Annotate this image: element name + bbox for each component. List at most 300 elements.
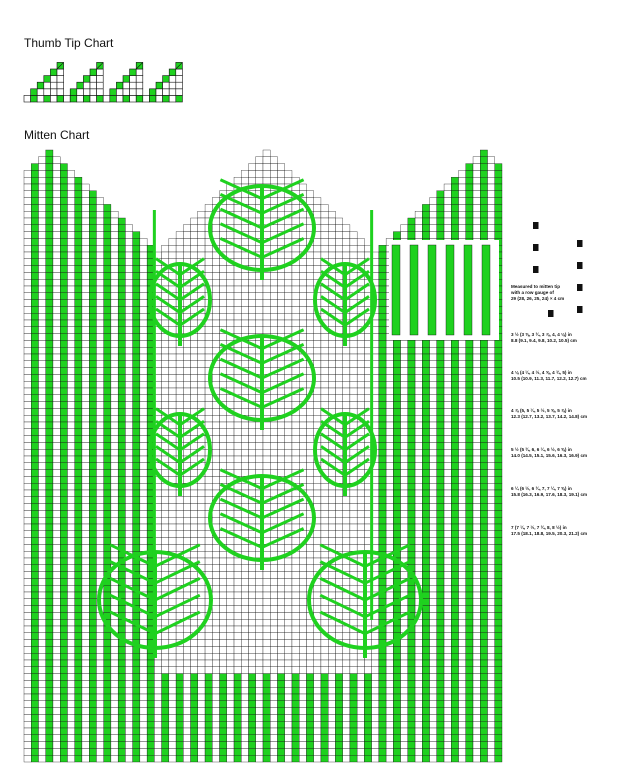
mitten-stitch-cell: [451, 565, 458, 572]
mitten-stitch-cell: [451, 476, 458, 483]
mitten-stitch-cell: [480, 680, 487, 687]
mitten-stitch-cell: [328, 646, 335, 653]
mitten-stitch-cell: [154, 687, 161, 694]
mitten-stitch-cell: [444, 402, 451, 409]
mitten-stitch-cell: [321, 402, 328, 409]
mitten-stitch-cell: [357, 347, 364, 354]
mitten-stitch-cell: [415, 687, 422, 694]
mitten-stitch-cell: [169, 340, 176, 347]
mitten-stitch-cell: [75, 470, 82, 477]
mitten-stitch-cell: [401, 354, 408, 361]
mitten-stitch-cell: [53, 701, 60, 708]
mitten-stitch-cell: [220, 272, 227, 279]
mitten-stitch-cell: [299, 619, 306, 626]
mitten-stitch-cell: [285, 633, 292, 640]
mitten-stitch-cell: [60, 470, 67, 477]
mitten-stitch-cell: [241, 633, 248, 640]
mitten-stitch-cell: [241, 531, 248, 538]
mitten-stitch-cell: [75, 429, 82, 436]
mitten-stitch-cell: [75, 701, 82, 708]
mitten-stitch-cell: [241, 374, 248, 381]
mitten-stitch-cell: [111, 313, 118, 320]
mitten-stitch-cell: [125, 286, 132, 293]
mitten-stitch-cell: [422, 408, 429, 415]
mitten-stitch-cell: [24, 660, 31, 667]
mitten-stitch-cell: [285, 510, 292, 517]
mitten-stitch-cell: [393, 653, 400, 660]
mitten-stitch-cell: [408, 476, 415, 483]
mitten-stitch-cell: [111, 354, 118, 361]
mitten-stitch-cell: [285, 177, 292, 184]
mitten-stitch-cell: [162, 354, 169, 361]
mitten-stitch-cell: [444, 538, 451, 545]
mitten-stitch-cell: [31, 327, 38, 334]
mitten-stitch-cell: [437, 619, 444, 626]
mitten-stitch-cell: [256, 646, 263, 653]
mitten-stitch-cell: [111, 701, 118, 708]
mitten-stitch-cell: [96, 259, 103, 266]
mitten-stitch-cell: [205, 558, 212, 565]
mitten-stitch-cell: [321, 388, 328, 395]
mitten-stitch-cell: [299, 578, 306, 585]
mitten-stitch-cell: [335, 653, 342, 660]
mitten-stitch-cell: [249, 626, 256, 633]
mitten-stitch-cell: [386, 633, 393, 640]
mitten-stitch-cell: [466, 470, 473, 477]
mitten-stitch-cell: [321, 551, 328, 558]
mitten-stitch-cell: [75, 640, 82, 647]
mitten-stitch-cell: [459, 599, 466, 606]
mitten-stitch-cell: [24, 368, 31, 375]
mitten-stitch-cell: [488, 538, 495, 545]
mitten-stitch-cell: [133, 368, 140, 375]
mitten-stitch-cell: [466, 218, 473, 225]
mitten-stitch-cell: [227, 415, 234, 422]
mitten-stitch-cell: [82, 252, 89, 259]
mitten-stitch-cell: [169, 436, 176, 443]
mitten-stitch-cell: [75, 449, 82, 456]
mitten-stitch-cell: [437, 232, 444, 239]
mitten-stitch-cell: [249, 640, 256, 647]
mitten-stitch-cell: [488, 653, 495, 660]
mitten-stitch-cell: [393, 680, 400, 687]
mitten-stitch-cell: [198, 551, 205, 558]
mitten-stitch-cell: [444, 449, 451, 456]
mitten-stitch-cell: [285, 612, 292, 619]
mitten-stitch-cell: [335, 524, 342, 531]
mitten-stitch-cell: [408, 422, 415, 429]
mitten-stitch-cell: [46, 204, 53, 211]
mitten-stitch-cell: [430, 449, 437, 456]
mitten-stitch-cell: [321, 653, 328, 660]
mitten-stitch-cell: [422, 538, 429, 545]
mitten-stitch-cell: [212, 483, 219, 490]
mitten-stitch-cell: [466, 497, 473, 504]
mitten-stitch-cell: [386, 612, 393, 619]
mitten-stitch-cell: [263, 164, 270, 171]
mitten-stitch-cell: [437, 585, 444, 592]
mitten-stitch-cell: [386, 374, 393, 381]
mitten-stitch-cell: [270, 259, 277, 266]
mitten-stitch-cell: [234, 456, 241, 463]
mitten-stitch-cell: [314, 558, 321, 565]
mitten-stitch-cell: [350, 402, 357, 409]
mitten-stitch-cell: [227, 667, 234, 674]
mitten-stitch-cell: [118, 300, 125, 307]
mitten-stitch-cell: [191, 388, 198, 395]
mitten-stitch-cell: [335, 510, 342, 517]
mitten-stitch-cell: [430, 211, 437, 218]
mitten-stitch-cell: [270, 286, 277, 293]
mitten-stitch-cell: [104, 245, 111, 252]
mitten-stitch-cell: [24, 191, 31, 198]
mitten-stitch-cell: [270, 456, 277, 463]
mitten-stitch-cell: [111, 300, 118, 307]
thumb-stitch-cell: [77, 82, 84, 89]
mitten-stitch-cell: [249, 646, 256, 653]
mitten-stitch-cell: [212, 272, 219, 279]
mitten-stitch-cell: [321, 517, 328, 524]
mitten-stitch-cell: [96, 517, 103, 524]
mitten-stitch-cell: [321, 497, 328, 504]
mitten-stitch-cell: [38, 313, 45, 320]
mitten-stitch-cell: [38, 551, 45, 558]
mitten-stitch-cell: [241, 599, 248, 606]
mitten-stitch-cell: [31, 334, 38, 341]
mitten-stitch-cell: [292, 667, 299, 674]
mitten-stitch-cell: [133, 300, 140, 307]
mitten-stitch-cell: [451, 633, 458, 640]
mitten-stitch-cell: [31, 449, 38, 456]
thumb-stitch-cell: [130, 95, 137, 102]
mitten-stitch-cell: [212, 612, 219, 619]
mitten-stitch-cell: [82, 572, 89, 579]
mitten-stitch-cell: [89, 211, 96, 218]
mitten-stitch-cell: [220, 415, 227, 422]
mitten-stitch-cell: [82, 640, 89, 647]
mitten-stitch-cell: [277, 408, 284, 415]
mitten-stitch-cell: [488, 177, 495, 184]
mitten-stitch-cell: [125, 476, 132, 483]
mitten-stitch-cell: [46, 340, 53, 347]
mitten-stitch-cell: [328, 680, 335, 687]
mitten-stitch-cell: [292, 436, 299, 443]
mitten-stitch-cell: [401, 538, 408, 545]
mitten-stitch-cell: [38, 694, 45, 701]
mitten-stitch-cell: [169, 694, 176, 701]
mitten-stitch-cell: [60, 259, 67, 266]
mitten-stitch-cell: [53, 415, 60, 422]
mitten-stitch-cell: [38, 374, 45, 381]
mitten-stitch-cell: [437, 558, 444, 565]
mitten-stitch-cell: [480, 436, 487, 443]
mitten-stitch-cell: [393, 646, 400, 653]
mitten-stitch-cell: [473, 232, 480, 239]
mitten-stitch-cell: [96, 272, 103, 279]
mitten-stitch-cell: [162, 402, 169, 409]
mitten-stitch-cell: [306, 286, 313, 293]
mitten-stitch-cell: [285, 293, 292, 300]
mitten-stitch-cell: [96, 463, 103, 470]
mitten-stitch-cell: [386, 517, 393, 524]
mitten-stitch-cell: [31, 232, 38, 239]
mitten-stitch-cell: [415, 544, 422, 551]
mitten-stitch-cell: [67, 266, 74, 273]
mitten-stitch-cell: [220, 680, 227, 687]
mitten-stitch-cell: [133, 436, 140, 443]
mitten-stitch-cell: [249, 300, 256, 307]
mitten-stitch-cell: [480, 653, 487, 660]
mitten-stitch-cell: [169, 504, 176, 511]
mitten-stitch-cell: [111, 497, 118, 504]
mitten-stitch-cell: [473, 558, 480, 565]
mitten-stitch-cell: [488, 429, 495, 436]
mitten-stitch-cell: [31, 211, 38, 218]
mitten-stitch-cell: [53, 272, 60, 279]
mitten-stitch-cell: [198, 640, 205, 647]
mitten-stitch-cell: [82, 184, 89, 191]
mitten-stitch-cell: [104, 456, 111, 463]
mitten-stitch-cell: [212, 422, 219, 429]
mitten-stitch-cell: [227, 245, 234, 252]
mitten-stitch-cell: [422, 660, 429, 667]
mitten-stitch-cell: [234, 626, 241, 633]
mitten-stitch-cell: [335, 218, 342, 225]
mitten-stitch-cell: [314, 551, 321, 558]
mitten-stitch-cell: [343, 374, 350, 381]
mitten-stitch-cell: [104, 293, 111, 300]
mitten-stitch-cell: [89, 266, 96, 273]
mitten-stitch-cell: [408, 436, 415, 443]
mitten-stitch-cell: [82, 211, 89, 218]
mitten-stitch-cell: [125, 483, 132, 490]
mitten-stitch-cell: [321, 646, 328, 653]
mitten-stitch-cell: [466, 177, 473, 184]
mitten-stitch-cell: [31, 368, 38, 375]
mitten-stitch-cell: [234, 463, 241, 470]
mitten-stitch-cell: [422, 640, 429, 647]
mitten-stitch-cell: [350, 633, 357, 640]
mitten-stitch-cell: [24, 680, 31, 687]
mitten-stitch-cell: [89, 585, 96, 592]
mitten-stitch-cell: [270, 653, 277, 660]
mitten-stitch-cell: [314, 640, 321, 647]
mitten-stitch-cell: [24, 551, 31, 558]
mitten-stitch-cell: [46, 646, 53, 653]
mitten-stitch-cell: [67, 578, 74, 585]
mitten-stitch-cell: [46, 476, 53, 483]
mitten-stitch-cell: [104, 204, 111, 211]
mitten-stitch-cell: [444, 374, 451, 381]
mitten-stitch-cell: [140, 259, 147, 266]
mitten-stitch-cell: [451, 585, 458, 592]
mitten-stitch-cell: [140, 517, 147, 524]
mitten-stitch-cell: [488, 381, 495, 388]
mitten-stitch-cell: [234, 177, 241, 184]
mitten-stitch-cell: [292, 558, 299, 565]
mitten-stitch-cell: [415, 408, 422, 415]
mitten-stitch-cell: [125, 544, 132, 551]
mitten-stitch-cell: [292, 232, 299, 239]
mitten-stitch-cell: [67, 640, 74, 647]
mitten-stitch-cell: [430, 456, 437, 463]
mitten-stitch-cell: [67, 531, 74, 538]
mitten-stitch-cell: [466, 490, 473, 497]
mitten-stitch-cell: [183, 626, 190, 633]
mitten-stitch-cell: [75, 347, 82, 354]
mitten-stitch-cell: [82, 395, 89, 402]
mitten-stitch-cell: [75, 259, 82, 266]
mitten-stitch-cell: [473, 694, 480, 701]
mitten-stitch-cell: [379, 674, 386, 681]
mitten-stitch-cell: [38, 334, 45, 341]
mitten-stitch-cell: [46, 150, 53, 157]
mitten-stitch-cell: [401, 408, 408, 415]
mitten-stitch-cell: [437, 442, 444, 449]
mitten-stitch-cell: [53, 646, 60, 653]
mitten-stitch-cell: [408, 646, 415, 653]
mitten-stitch-cell: [205, 266, 212, 273]
mitten-stitch-cell: [96, 306, 103, 313]
mitten-stitch-cell: [495, 578, 502, 585]
mitten-stitch-cell: [277, 619, 284, 626]
mitten-stitch-cell: [176, 633, 183, 640]
mitten-stitch-cell: [263, 442, 270, 449]
mitten-stitch-cell: [118, 667, 125, 674]
mitten-stitch-cell: [140, 374, 147, 381]
mitten-stitch-cell: [104, 538, 111, 545]
mitten-stitch-cell: [31, 184, 38, 191]
mitten-stitch-cell: [111, 524, 118, 531]
mitten-stitch-cell: [176, 347, 183, 354]
mitten-stitch-cell: [38, 544, 45, 551]
mitten-stitch-cell: [104, 633, 111, 640]
mitten-stitch-cell: [277, 640, 284, 647]
mitten-stitch-cell: [350, 388, 357, 395]
mitten-stitch-cell: [104, 252, 111, 259]
mitten-stitch-cell: [379, 388, 386, 395]
mitten-stitch-cell: [422, 476, 429, 483]
mitten-stitch-cell: [415, 449, 422, 456]
mitten-stitch-cell: [263, 245, 270, 252]
mitten-stitch-cell: [125, 374, 132, 381]
mitten-stitch-cell: [357, 368, 364, 375]
mitten-stitch-cell: [393, 572, 400, 579]
mitten-stitch-cell: [53, 320, 60, 327]
mitten-stitch-cell: [393, 232, 400, 239]
mitten-stitch-cell: [241, 313, 248, 320]
mitten-stitch-cell: [53, 157, 60, 164]
mitten-stitch-cell: [227, 592, 234, 599]
mitten-stitch-cell: [277, 327, 284, 334]
mitten-stitch-cell: [270, 436, 277, 443]
mitten-stitch-cell: [495, 572, 502, 579]
mitten-stitch-cell: [263, 626, 270, 633]
mitten-stitch-cell: [227, 293, 234, 300]
mitten-stitch-cell: [133, 293, 140, 300]
mitten-stitch-cell: [205, 483, 212, 490]
mitten-stitch-cell: [408, 402, 415, 409]
mitten-stitch-cell: [408, 674, 415, 681]
mitten-stitch-cell: [82, 361, 89, 368]
mitten-stitch-cell: [314, 198, 321, 205]
mitten-stitch-cell: [162, 653, 169, 660]
mitten-stitch-cell: [227, 354, 234, 361]
mitten-stitch-cell: [104, 266, 111, 273]
mitten-stitch-cell: [46, 585, 53, 592]
mitten-stitch-cell: [415, 565, 422, 572]
mitten-stitch-cell: [125, 293, 132, 300]
mitten-stitch-cell: [191, 340, 198, 347]
mitten-stitch-cell: [60, 408, 67, 415]
mitten-stitch-cell: [451, 510, 458, 517]
mitten-stitch-cell: [60, 442, 67, 449]
mitten-stitch-cell: [53, 606, 60, 613]
mitten-stitch-cell: [451, 429, 458, 436]
mitten-stitch-cell: [241, 293, 248, 300]
mitten-stitch-cell: [82, 429, 89, 436]
mitten-stitch-cell: [480, 198, 487, 205]
mitten-stitch-cell: [386, 361, 393, 368]
mitten-stitch-cell: [67, 687, 74, 694]
mitten-stitch-cell: [67, 592, 74, 599]
mitten-stitch-cell: [285, 279, 292, 286]
mitten-stitch-cell: [430, 680, 437, 687]
mitten-stitch-cell: [60, 191, 67, 198]
mitten-stitch-cell: [350, 354, 357, 361]
mitten-stitch-cell: [75, 395, 82, 402]
mitten-stitch-cell: [437, 572, 444, 579]
mitten-stitch-cell: [249, 313, 256, 320]
mitten-stitch-cell: [75, 572, 82, 579]
mitten-stitch-cell: [256, 436, 263, 443]
mitten-stitch-cell: [430, 544, 437, 551]
mitten-stitch-cell: [415, 436, 422, 443]
mitten-stitch-cell: [118, 606, 125, 613]
mitten-stitch-cell: [96, 252, 103, 259]
mitten-stitch-cell: [270, 429, 277, 436]
mitten-stitch-cell: [444, 354, 451, 361]
mitten-stitch-cell: [386, 578, 393, 585]
mitten-stitch-cell: [227, 422, 234, 429]
mitten-stitch-cell: [473, 538, 480, 545]
mitten-stitch-cell: [473, 368, 480, 375]
mitten-stitch-cell: [299, 415, 306, 422]
thumb-stitch-cell: [163, 95, 170, 102]
mitten-stitch-cell: [212, 442, 219, 449]
mitten-stitch-cell: [198, 504, 205, 511]
mitten-stitch-cell: [133, 599, 140, 606]
mitten-stitch-cell: [415, 646, 422, 653]
mitten-stitch-cell: [459, 578, 466, 585]
mitten-stitch-cell: [198, 218, 205, 225]
mitten-stitch-cell: [343, 402, 350, 409]
mitten-stitch-cell: [46, 164, 53, 171]
mitten-stitch-cell: [350, 368, 357, 375]
mitten-stitch-cell: [444, 436, 451, 443]
mitten-stitch-cell: [488, 157, 495, 164]
mitten-stitch-cell: [343, 524, 350, 531]
mitten-stitch-cell: [495, 347, 502, 354]
mitten-stitch-cell: [31, 626, 38, 633]
mitten-stitch-cell: [234, 612, 241, 619]
mitten-stitch-cell: [379, 245, 386, 252]
mitten-stitch-cell: [473, 572, 480, 579]
mitten-stitch-cell: [75, 191, 82, 198]
mitten-stitch-cell: [67, 374, 74, 381]
thumb-stitch-cell: [136, 76, 143, 83]
mitten-stitch-cell: [53, 551, 60, 558]
